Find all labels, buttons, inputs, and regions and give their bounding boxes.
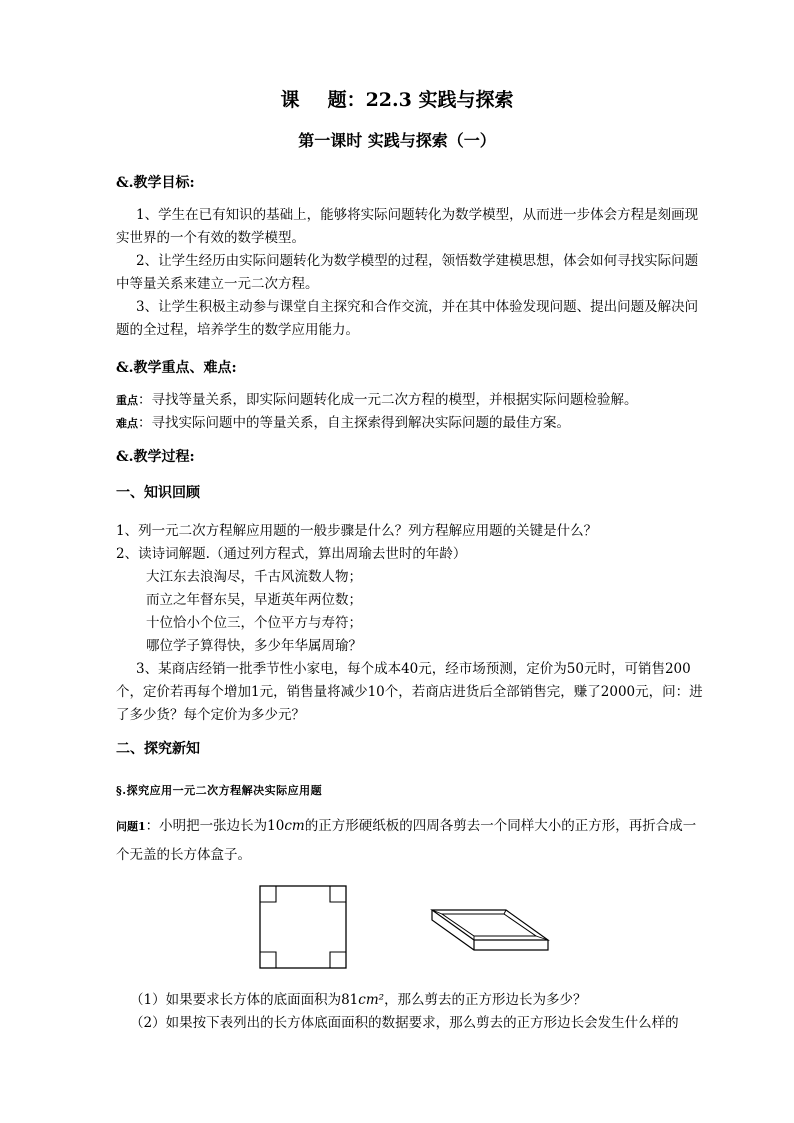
open-box-figure [428,906,552,954]
title-label: 题：22.3 实践与探索 [327,89,514,111]
sub-question-1 [130,989,710,1012]
explore-heading: 二、探究新知 [116,741,200,757]
review-question-3: 3、某商店经销一批季节性小家电，每个成本40元，经市场预测，定价为50元时，可销售200个，定价若再每个增加1元，销售量将减少10个，若商店进货后全部销售完，赚了2000元，问：进了多少货？每个定价为多少元？ [116,661,703,723]
objective-item-2: 2、让学生经历由实际问题转化为数学模型的过程，领悟数学建模思想，体会如何寻找实际问题中等量关系来建立一元二次方程。 [116,253,699,292]
explore-section [116,738,706,761]
problem-unit: cm [284,818,305,834]
explore-section-title: §.探究应用一元二次方程解决实际应用题 [116,784,323,797]
explore-subsection [116,779,706,802]
review-section [116,482,706,727]
review-heading: 一、知识回顾 [116,485,200,501]
sub-question-2: （2）如果按下表列出的长方体底面面积的数据要求，那么剪去的正方形边长会发生什么样的 [130,1015,679,1031]
review-question-2: 2、读诗词解题.（通过列方程式，算出周瑜去世时的年龄） [116,546,467,562]
poem-line-3: 十位恰小个位三，个位平方与寿符； [146,615,362,631]
objectives-section [116,172,706,342]
problem-text-b: 的正方形硬纸板的四周各剪去一个同样大小的正方形，再折合成一个无盖的长方体盒子。 [116,818,697,863]
process-section [116,446,706,469]
poem-line-1: 大江东去浪淘尽，千古风流数人物； [146,569,362,585]
poem-line-4: 哪位学子算得快，多少年华属周瑜？ [146,638,362,654]
sub-question-1-unit: cm² [358,992,385,1008]
review-question-1: 1、列一元二次方程解应用题的一般步骤是什么？列方程解应用题的关键是什么？ [116,523,598,539]
objectives-heading: &.教学目标: [116,175,195,191]
objective-item-3: 3、让学生积极主动参与课堂自主探究和合作交流，并在其中体验发现问题、提出问题及解决问题的全过程，培养学生的数学应用能力。 [116,299,699,338]
sub-question-1-text-b: ，那么剪去的正方形边长为多少？ [384,992,587,1008]
keypoints-heading: &.教学重点、难点: [116,360,237,376]
title-prefix: 课 [280,89,300,111]
difficult-point [116,412,706,435]
difficult-label: 难点 [116,417,138,430]
lesson-subtitle: 第一课时 实践与探索（一） [298,131,496,150]
key-label: 重点 [116,394,138,407]
lesson-title [0,86,794,114]
cut-square-figure [258,884,348,970]
difficult-text: ：寻找实际问题中的等量关系，自主探索得到解决实际问题的最佳方案。 [138,415,570,431]
process-heading: &.教学过程: [116,449,195,465]
sub-question-1-text-a: （1）如果要求长方体的底面面积为81 [130,992,359,1008]
problem-label: 问题1 [116,820,146,833]
key-point [116,389,706,412]
sub-questions [130,989,710,1035]
objective-item-1: 1、学生在已有知识的基础上，能够将实际问题转化为数学模型，从而进一步体会方程是刻画现实世界的一个有效的数学模型。 [116,207,699,246]
problem-1 [116,812,706,869]
key-text: ：寻找等量关系，即实际问题转化成一元二次方程的模型，并根据实际问题检验解。 [138,392,638,408]
problem-text-a: ：小明把一张边长为10 [145,818,285,834]
poem-line-2: 而立之年督东吴，早逝英年两位数； [146,592,362,608]
keypoints-section [116,357,706,435]
